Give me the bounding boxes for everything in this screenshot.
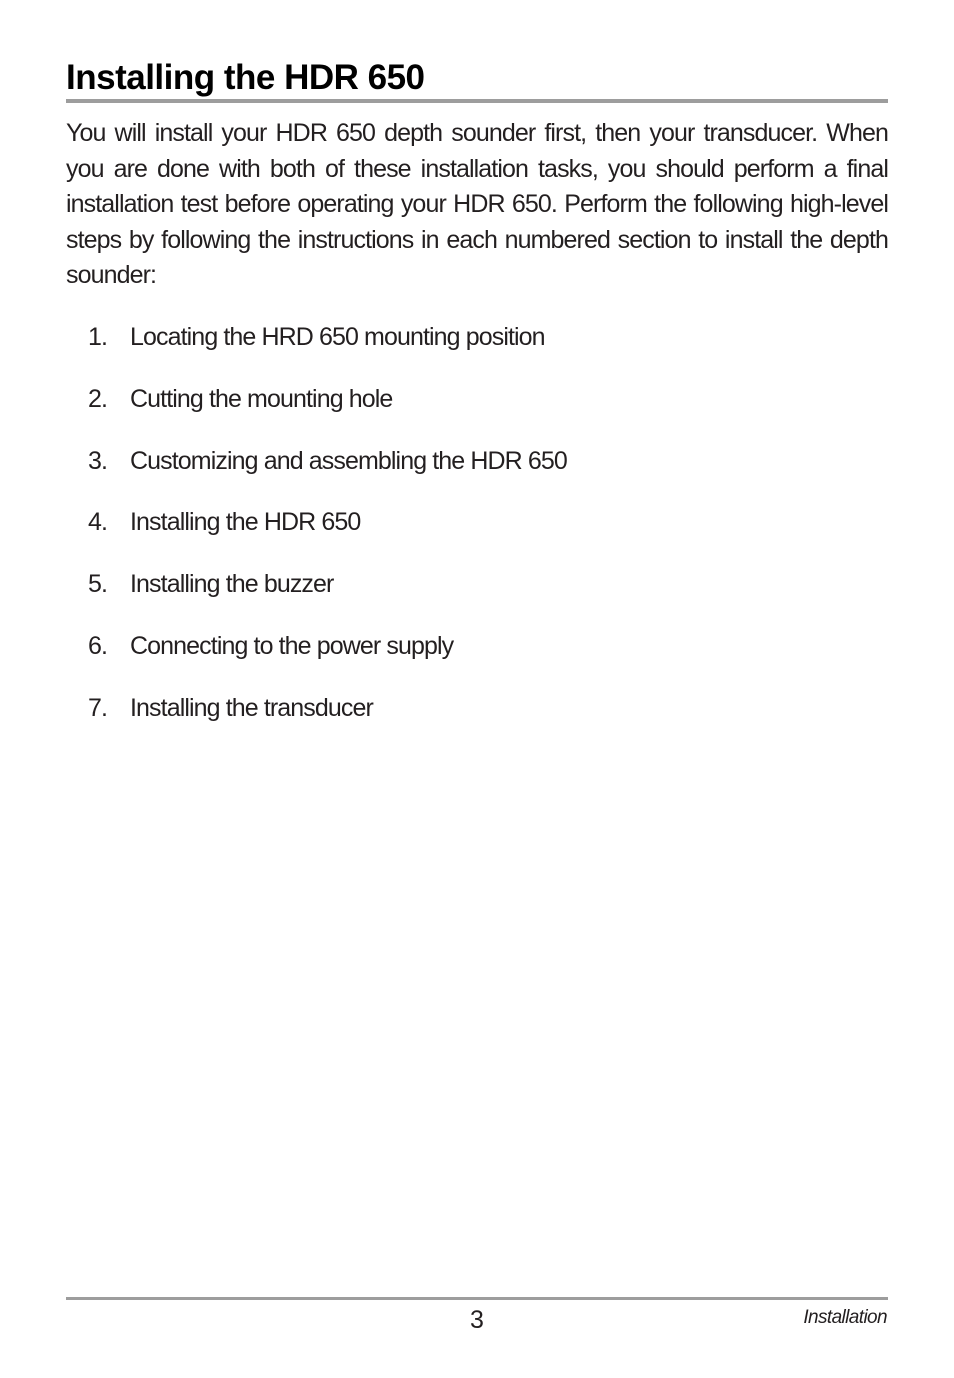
step-label: Installing the buzzer	[130, 570, 334, 599]
page-title: Installing the HDR 650	[66, 58, 425, 97]
step-number: 7.	[88, 693, 108, 722]
title-divider	[66, 99, 888, 103]
step-label: Locating the HRD 650 mounting position	[130, 323, 545, 351]
step-number: 2.	[88, 384, 108, 413]
step-label: Installing the transducer	[130, 693, 373, 722]
step-number: 3.	[88, 446, 108, 475]
step-label: Connecting to the power supply	[130, 631, 454, 660]
intro-paragraph: You will install your HDR 650 depth sounder first, then your transducer. When you are done with both of these installation tasks, you should perform a final installation test before operating your HDR 650. Perform the following high-level steps by following the instructions in each numbered section to install the depth sounder:	[66, 119, 888, 289]
step-label: Customizing and assembling the HDR 650	[130, 446, 567, 475]
page-number: 3	[470, 1306, 484, 1334]
footer-section-name: Installation	[803, 1307, 887, 1328]
footer-divider	[66, 1297, 888, 1300]
step-label: Cutting the mounting hole	[130, 384, 393, 413]
step-number: 5.	[88, 570, 108, 599]
step-number: 6.	[88, 631, 108, 660]
step-number: 4.	[88, 508, 108, 537]
step-label: Installing the HDR 650	[130, 508, 361, 537]
step-number: 1.	[88, 323, 108, 351]
